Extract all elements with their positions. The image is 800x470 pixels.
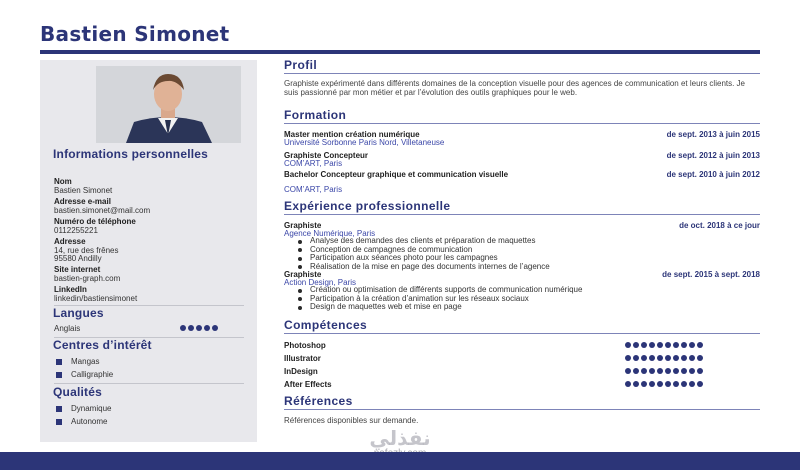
education-title: Bachelor Concepteur graphique et communication visuelle <box>284 170 509 179</box>
candidate-name: Bastien Simonet <box>40 22 230 46</box>
profile-heading: Profil <box>284 58 318 72</box>
profile-text: Graphiste expérimenté dans différents domaines de la conception visuelle pour des agences de communication et leurs clients. Je suis passionné par mon métier et par l’évolution des outils graphiques pour le web. <box>284 79 746 97</box>
footer-bar <box>0 452 800 470</box>
field-value-email: bastien.simonet@mail.com <box>54 206 151 215</box>
field-value-address-line1: 14, rue des frênes <box>54 246 119 255</box>
level-dot <box>697 368 703 374</box>
skill-name: Illustrator <box>284 354 321 363</box>
level-dot <box>633 355 639 361</box>
square-bullet-icon <box>56 372 62 378</box>
languages-heading: Langues <box>53 306 104 320</box>
section-rule <box>284 123 760 124</box>
skill-level-dots <box>625 368 703 374</box>
section-rule <box>284 73 760 74</box>
skill-level-dots <box>625 381 703 387</box>
references-text: Références disponibles sur demande. <box>284 416 419 425</box>
level-dot <box>633 381 639 387</box>
level-dot <box>689 355 695 361</box>
level-dot <box>697 355 703 361</box>
field-value-phone: 0112255221 <box>54 226 98 235</box>
qualities-heading: Qualités <box>53 385 102 399</box>
job-dates: de oct. 2018 à ce jour <box>679 221 760 230</box>
field-label-address: Adresse <box>54 237 86 246</box>
header-rule <box>40 50 760 54</box>
skills-heading: Compétences <box>284 318 368 332</box>
list-item: Participation aux séances photo pour les campagnes <box>296 254 736 263</box>
level-dot <box>681 368 687 374</box>
level-dot <box>649 355 655 361</box>
field-value-website: bastien-graph.com <box>54 274 121 283</box>
level-dot <box>649 368 655 374</box>
section-rule <box>284 214 760 215</box>
level-dot <box>657 368 663 374</box>
watermark-logo-text: نفذلي <box>369 426 431 450</box>
education-dates: de sept. 2012 à juin 2013 <box>666 151 760 160</box>
level-dot <box>689 381 695 387</box>
skill-name: After Effects <box>284 380 332 389</box>
level-dot <box>673 381 679 387</box>
level-dot <box>212 325 218 331</box>
level-dot <box>673 342 679 348</box>
level-dot <box>697 342 703 348</box>
level-dot <box>649 381 655 387</box>
level-dot <box>641 342 647 348</box>
square-bullet-icon <box>56 359 62 365</box>
level-dot <box>681 381 687 387</box>
level-dot <box>657 381 663 387</box>
education-heading: Formation <box>284 108 347 122</box>
section-rule <box>284 333 760 334</box>
interest-item: Calligraphie <box>71 370 114 379</box>
level-dot <box>665 368 671 374</box>
level-dot <box>689 342 695 348</box>
field-value-linkedin: linkedin/bastiensimonet <box>54 294 138 303</box>
skill-level-dots <box>625 342 703 348</box>
field-label-email: Adresse e-mail <box>54 197 111 206</box>
list-item: Réalisation de la mise en page des documents internes de l’agence <box>296 263 736 272</box>
field-label-name: Nom <box>54 177 72 186</box>
level-dot <box>665 381 671 387</box>
square-bullet-icon <box>56 406 62 412</box>
section-rule <box>284 409 760 410</box>
skill-level-dots <box>625 355 703 361</box>
level-dot <box>641 355 647 361</box>
job-title: Graphiste <box>284 221 322 230</box>
field-label-phone: Numéro de téléphone <box>54 217 136 226</box>
level-dot <box>625 381 631 387</box>
level-dot <box>665 355 671 361</box>
level-dot <box>641 381 647 387</box>
level-dot <box>180 325 186 331</box>
experience-heading: Expérience professionnelle <box>284 199 451 213</box>
quality-item: Dynamique <box>71 404 112 413</box>
field-value-address-line2: 95580 Andilly <box>54 254 102 263</box>
skill-name: InDesign <box>284 367 318 376</box>
education-school: COM’ART, Paris <box>284 159 343 168</box>
level-dot <box>657 342 663 348</box>
list-item: Conception de campagnes de communication <box>296 246 736 255</box>
job-title: Graphiste <box>284 270 322 279</box>
field-label-linkedin: LinkedIn <box>54 285 87 294</box>
level-dot <box>633 368 639 374</box>
education-dates: de sept. 2010 à juin 2012 <box>666 170 760 179</box>
level-dot <box>673 355 679 361</box>
language-level-dots <box>180 325 218 331</box>
interest-item: Mangas <box>71 357 100 366</box>
skill-name: Photoshop <box>284 341 326 350</box>
level-dot <box>681 355 687 361</box>
education-title: Graphiste Concepteur <box>284 151 369 160</box>
personal-info-heading: Informations personnelles <box>53 147 209 161</box>
job-tasks-list <box>296 237 736 271</box>
list-item: Design de maquettes web et mise en page <box>296 303 716 312</box>
list-item: Analyse des demandes des clients et préparation de maquettes <box>296 237 736 246</box>
education-school: Université Sorbonne Paris Nord, Villetaneuse <box>284 138 445 147</box>
interests-heading: Centres d’intérêt <box>53 338 152 352</box>
level-dot <box>641 368 647 374</box>
level-dot <box>204 325 210 331</box>
education-title: Master mention création numérique <box>284 130 420 139</box>
level-dot <box>625 368 631 374</box>
level-dot <box>681 342 687 348</box>
level-dot <box>633 342 639 348</box>
job-dates: de sept. 2015 à sept. 2018 <box>662 270 760 279</box>
education-school: COM’ART, Paris <box>284 185 343 194</box>
job-tasks-list <box>296 286 716 312</box>
list-item: Participation à la création d’animation sur les réseaux sociaux <box>296 295 716 304</box>
field-label-website: Site internet <box>54 265 101 274</box>
level-dot <box>188 325 194 331</box>
sidebar-divider <box>54 383 244 384</box>
level-dot <box>625 342 631 348</box>
square-bullet-icon <box>56 419 62 425</box>
field-value-name: Bastien Simonet <box>54 186 113 195</box>
level-dot <box>649 342 655 348</box>
list-item: Création ou optimisation de différents supports de communication numérique <box>296 286 716 295</box>
job-company: Agence Numérique, Paris <box>284 229 376 238</box>
level-dot <box>689 368 695 374</box>
profile-photo <box>96 66 241 143</box>
quality-item: Autonome <box>71 417 108 426</box>
level-dot <box>697 381 703 387</box>
level-dot <box>673 368 679 374</box>
level-dot <box>657 355 663 361</box>
job-company: Action Design, Paris <box>284 278 357 287</box>
references-heading: Références <box>284 394 353 408</box>
level-dot <box>196 325 202 331</box>
education-dates: de sept. 2013 à juin 2015 <box>666 130 760 139</box>
level-dot <box>625 355 631 361</box>
level-dot <box>665 342 671 348</box>
language-name: Anglais <box>54 324 81 333</box>
